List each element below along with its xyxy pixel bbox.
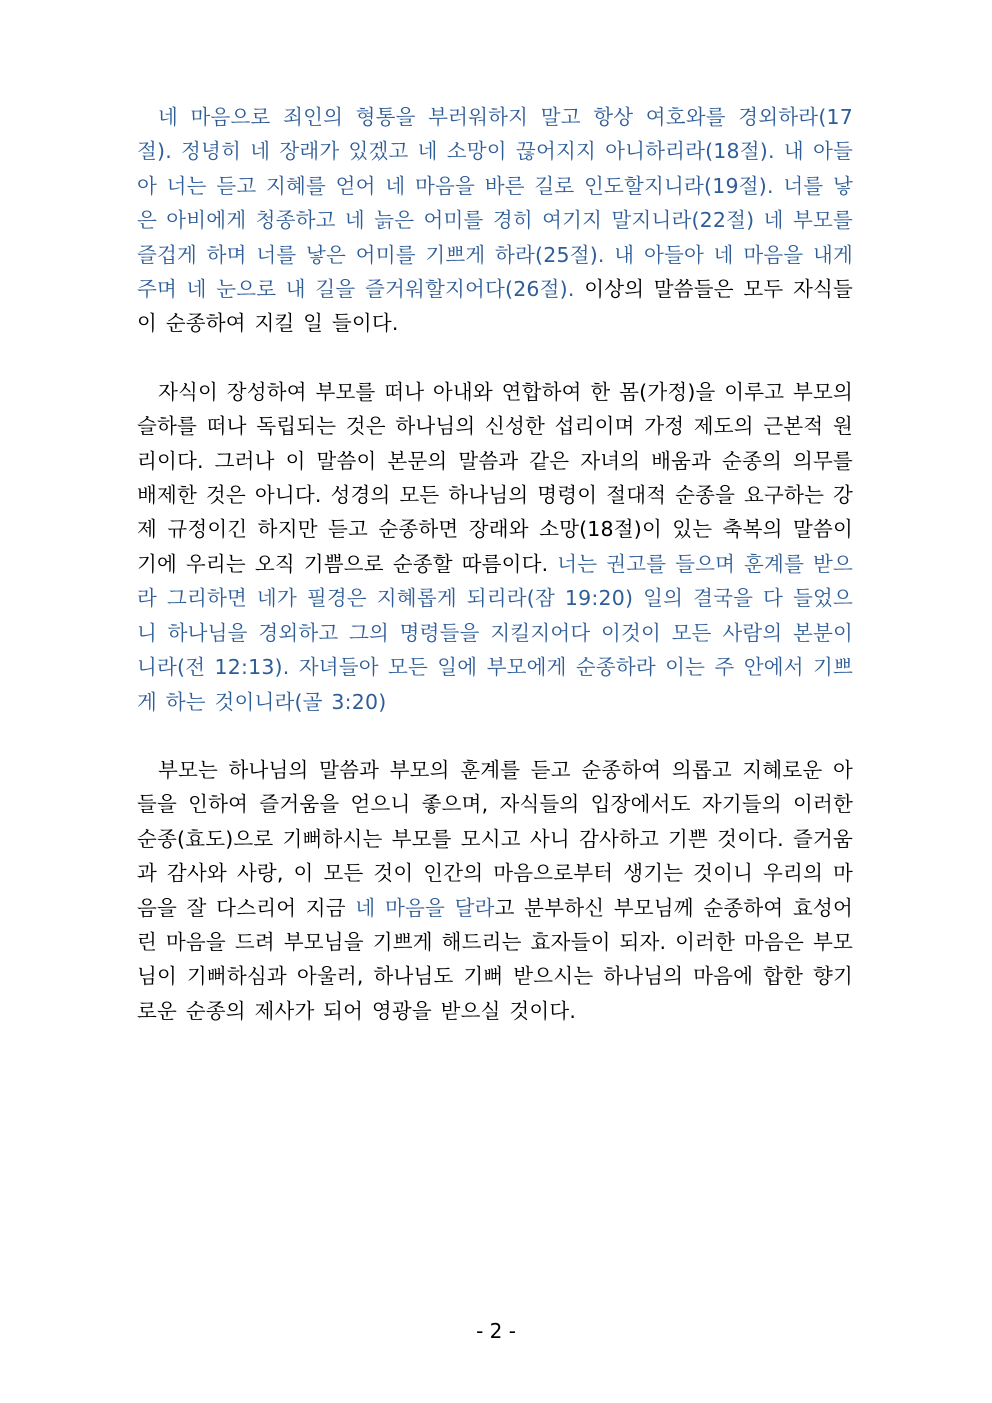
- commentary-text: 부모는 하나님의 말씀과 부모의 훈계를 듣고 순종하여 의롭고 지혜로운 아들을 인하여 즐거움을 얻으니 좋으며, 자식들의 입장에서도 자기들의 이러한 순종(효도)으로 기뻐하시는 부모를 모시고 사니 감사하고 기쁜 것이다. 즐거움과 감사와 사랑, 이 모든 것이 인간의 마음으로부터 생기는 것이니 우리의 마음을 잘 다스리어 지금: [137, 757, 853, 920]
- commentary-text: 이상의 말씀들은 모두 자식들이 순종하여 지킬 일 들이다.: [137, 277, 853, 336]
- scripture-quote-cross-references: 너는 권고를 들으며 훈계를 받으라 그리하면 네가 필경은 지혜롭게 되리라(잠 19:20) 일의 결국을 다 들었으니 하나님을 경외하고 그의 명령들을 지킬지어다 이것이 모든 사람의 본분이니라(전 12:13). 자녀들아 모든 일에 부모에게 순종하라 이는 주 안에서 기쁘게 하는 것이니라(골 3:20): [137, 551, 853, 714]
- scripture-quote-inline: 네 마음을 달라: [355, 895, 495, 920]
- page-body: [137, 100, 853, 1028]
- paragraph-2: [137, 375, 853, 719]
- commentary-text: 자식이 장성하여 부모를 떠나 아내와 연합하여 한 몸(가정)을 이루고 부모의 슬하를 떠나 독립되는 것은 하나님의 신성한 섭리이며 가정 제도의 근본적 원리이다. 그러나 이 말씀이 본문의 말씀과 같은 자녀의 배움과 순종의 의무를 배제한 것은 아니다. 성경의 모든 하나님의 명령이 절대적 순종을 요구하는 강제 규정이긴 하지만 듣고 순종하면 장래와 소망(18절)이 있는 축복의 말씀이기에 우리는 오직 기쁨으로 순종할 따름이다.: [137, 379, 853, 576]
- commentary-text: 고 분부하신 부모님께 순종하여 효성어린 마음을 드려 부모님을 기쁘게 해드리는 효자들이 되자. 이러한 마음은 부모님이 기뻐하심과 아울러, 하나님도 기뻐 받으시는 하나님의 마음에 합한 향기로운 순종의 제사가 되어 영광을 받으실 것이다.: [137, 895, 853, 1023]
- paragraph-1: [137, 100, 853, 341]
- scripture-quote-proverbs-23: 네 마음으로 죄인의 형통을 부러워하지 말고 항상 여호와를 경외하라(17절). 정녕히 네 장래가 있겠고 네 소망이 끊어지지 아니하리라(18절). 내 아들아 너는 듣고 지혜를 얻어 네 마음을 바른 길로 인도할지니라(19절). 너를 낳은 아비에게 청종하고 네 늙은 어미를 경히 여기지 말지니라(22절) 네 부모를 즐겁게 하며 너를 낳은 어미를 기쁘게 하라(25절). 내 아들아 네 마음을 내게 주며 네 눈으로 내 길을 즐거워할지어다(26절).: [137, 105, 853, 302]
- page-number: - 2 -: [476, 1319, 516, 1343]
- paragraph-3: [137, 753, 853, 1028]
